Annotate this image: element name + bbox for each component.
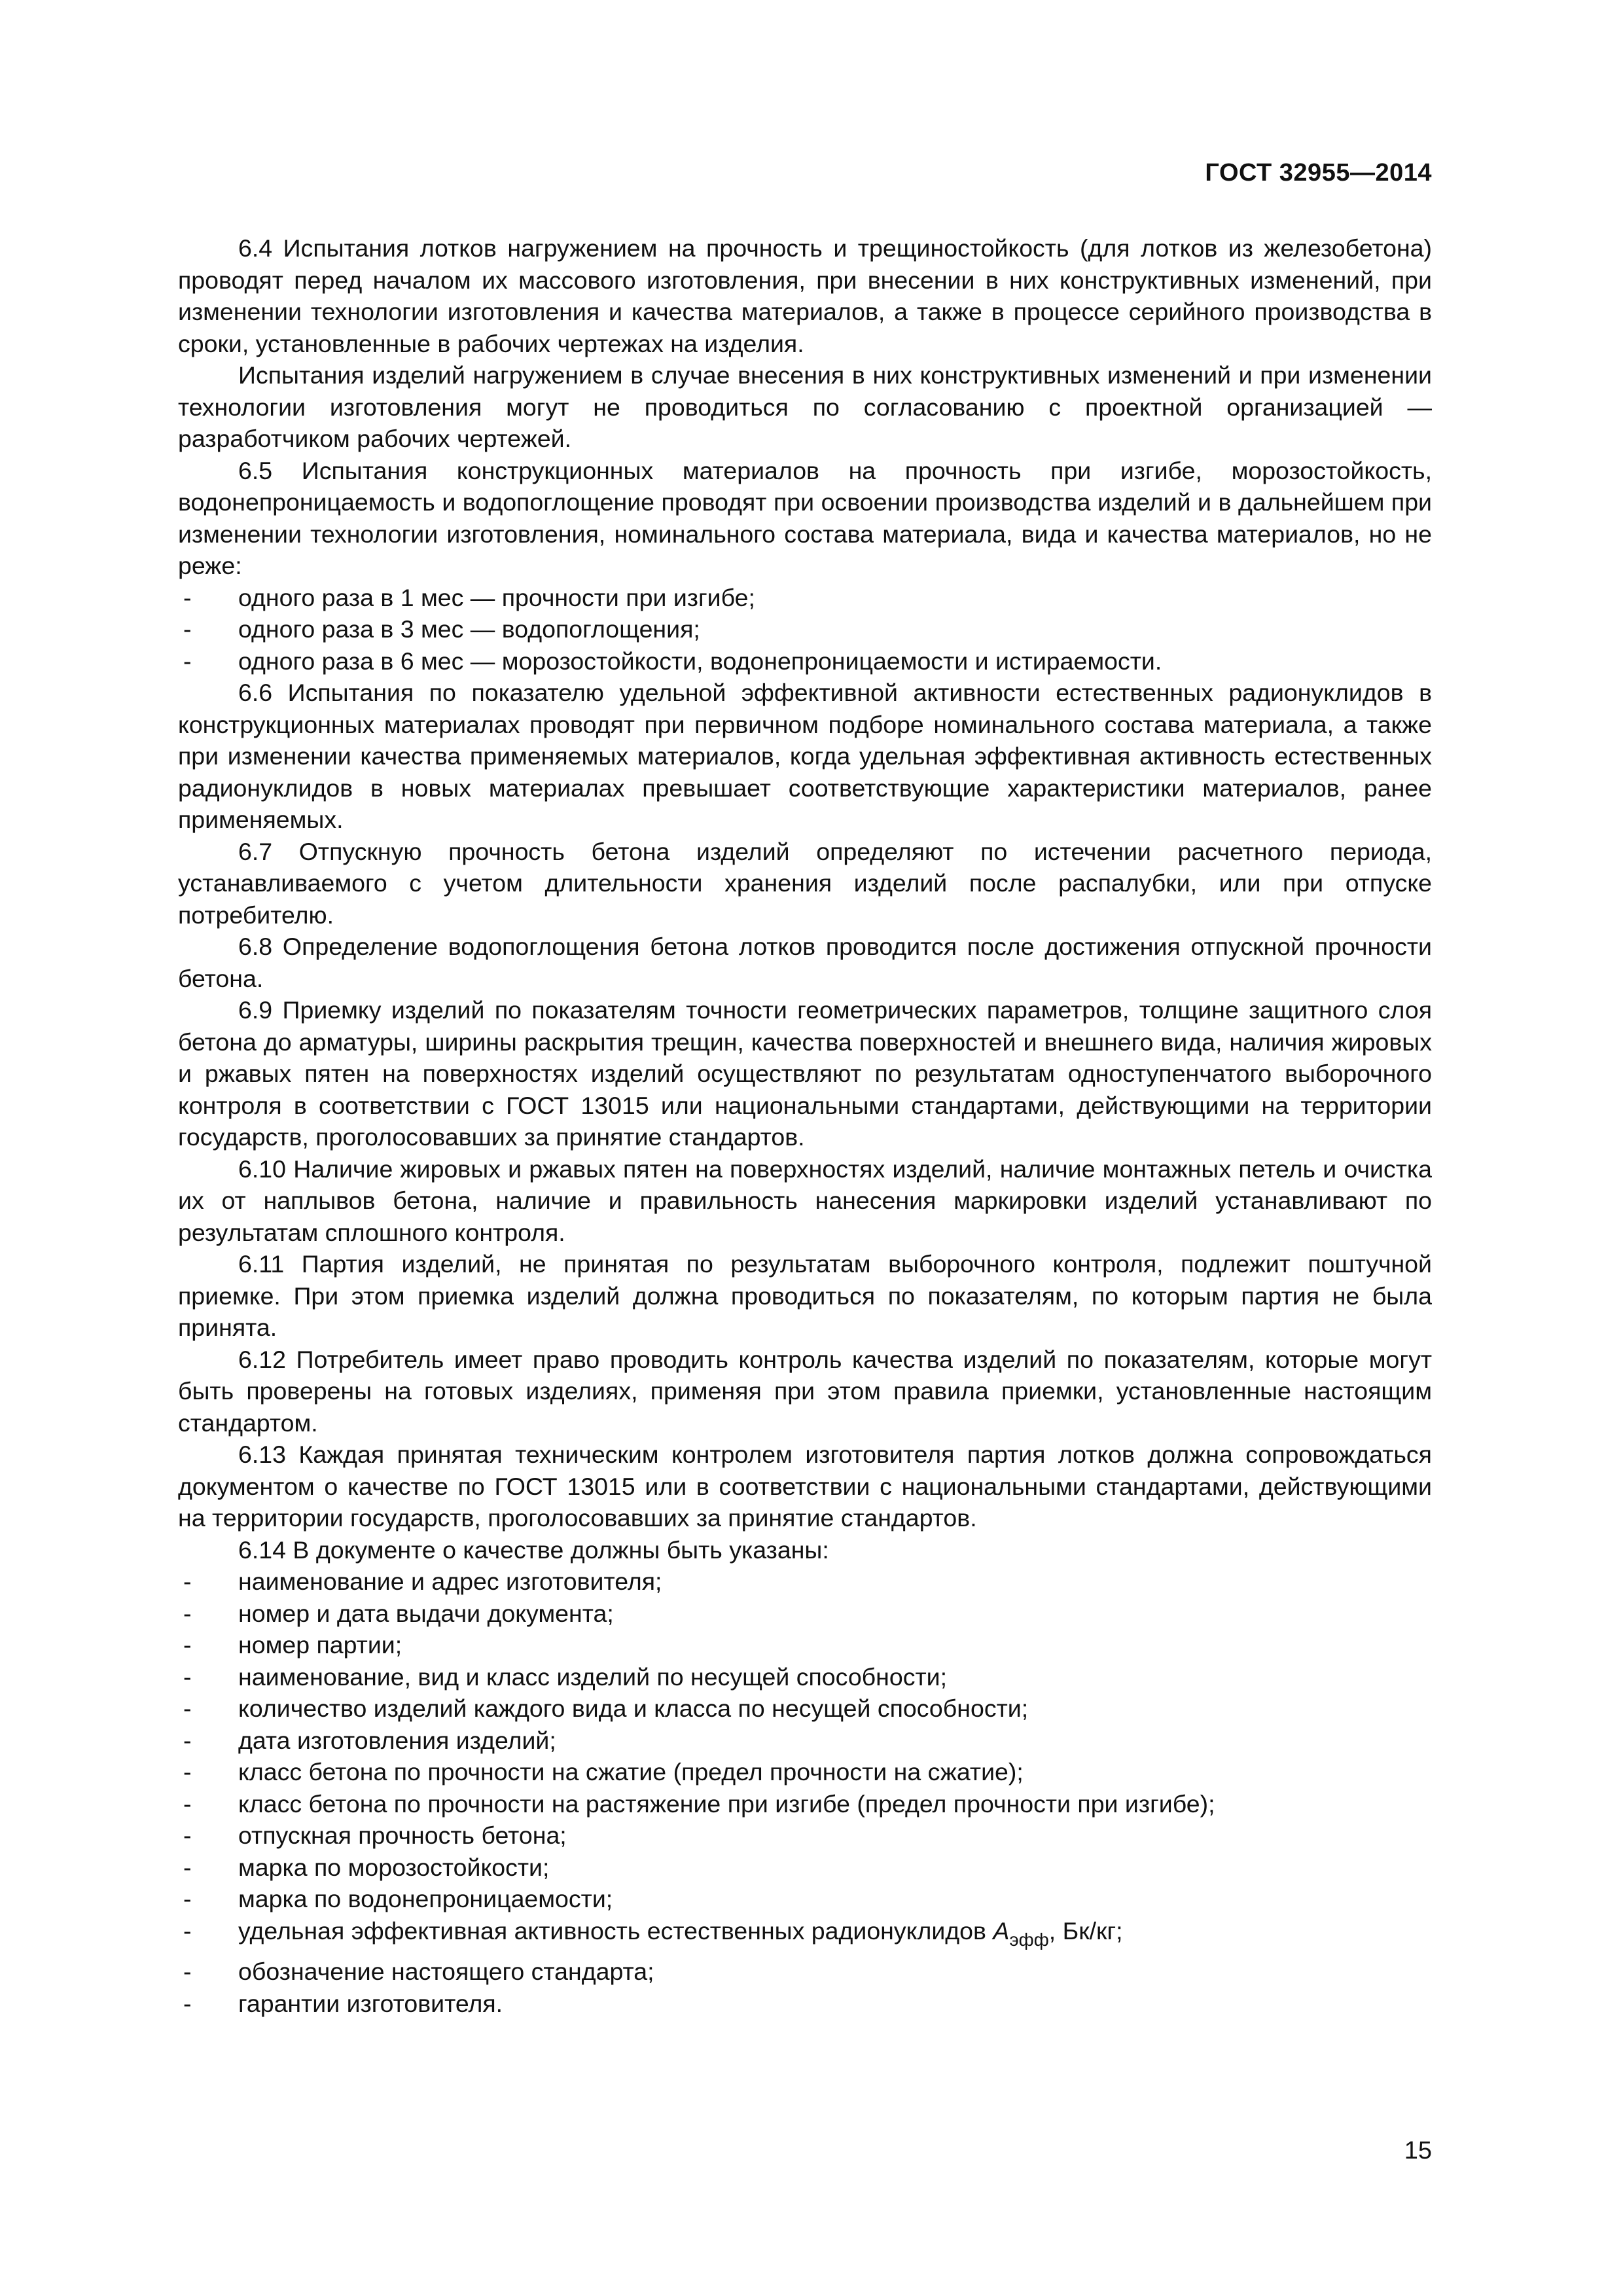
list-dash: - [183, 647, 192, 675]
list-dash: - [183, 1958, 192, 1985]
list-dash: - [183, 1662, 192, 1691]
list-item [178, 1820, 1432, 1852]
list-item-text: гарантии изготовителя. [238, 1989, 503, 2017]
document-header-id: ГОСТ 32955—2014 [1205, 159, 1432, 187]
activity-text: удельная эффективная активность естественных радионуклидов [238, 1916, 993, 1945]
paragraph-6-5: 6.5 Испытания конструкционных материалов на прочность при изгибе, морозостойкость, водонепроницаемость и водопоглощение проводят при освоении производства изделий и в дальнейшем при изменении технологии изготовления, номинального состава материала, вида и качества материалов, но не реже: [178, 456, 1432, 579]
list-item [178, 1629, 1432, 1661]
list-dash: - [183, 1789, 192, 1818]
paragraph-6-6: 6.6 Испытания по показателю удельной эффективной активности естественных радионуклидов в конструкционных материалах проводят при первичном подборе номинального состава материала, а также при изменении качества применяемых материалов, когда удельная эффективная активность естественных радионуклидов в новых материалах превышает соответствующие характеристики материалов, ранее применяемых. [178, 679, 1432, 833]
paragraph-6-4-continued: Испытания изделий нагружением в случае внесения в них конструктивных изменений и при изменении технологии изготовления могут не проводиться по согласованию с проектной организацией — разработчиком рабочих чертежей. [178, 361, 1432, 452]
list-6-5 [178, 582, 1432, 677]
list-item-text: класс бетона по прочности на сжатие (предел прочности на сжатие); [238, 1758, 1024, 1785]
list-dash: - [183, 1853, 192, 1881]
list-dash: - [183, 1758, 192, 1785]
list-dash: - [183, 1568, 192, 1595]
list-item [178, 1852, 1432, 1884]
paragraph-6-7: 6.7 Отпускную прочность бетона изделий определяют по истечении расчетного периода, устанавливаемого с учетом длительности хранения изделий после распалубки, или при отпуске потребителю. [178, 837, 1432, 929]
list-6-14 [178, 1566, 1432, 2019]
list-item [178, 1693, 1432, 1725]
paragraph-6-14: 6.14 В документе о качестве должны быть указаны: [238, 1535, 829, 1564]
list-item-text: номер и дата выдачи документа; [238, 1599, 614, 1627]
activity-subscript: эфф [1009, 1929, 1049, 1950]
paragraph-6-9: 6.9 Приемку изделий по показателям точности геометрических параметров, толщине защитного слоя бетона до арматуры, ширины раскрытия трещин, качества поверхностей и внешнего вида, наличия жировых и ржавых пятен на поверхностях изделий осуществляют по результатам одноступенчатого выборочного контроля в соответствии с ГОСТ 13015 или национальными стандартами, действующими на территории государств, проголосовавших за принятие стандартов. [178, 996, 1432, 1151]
activity-symbol: А [993, 1916, 1010, 1945]
list-item [178, 1756, 1432, 1788]
list-item [178, 613, 1432, 645]
list-item [178, 1661, 1432, 1693]
list-item-text: одного раза в 6 мес — морозостойкости, водонепроницаемости и истираемости. [238, 647, 1162, 675]
list-item [178, 1883, 1432, 1915]
list-dash: - [183, 1599, 192, 1627]
list-dash: - [183, 1631, 192, 1659]
list-dash: - [183, 1885, 192, 1912]
list-item-text: количество изделий каждого вида и класса по несущей способности; [238, 1695, 1029, 1722]
list-item-text: марка по водонепроницаемости; [238, 1885, 613, 1912]
list-item-activity [178, 1915, 1432, 1956]
list-item-text: дата изготовления изделий; [238, 1726, 556, 1754]
list-item-text: наименование и адрес изготовителя; [238, 1568, 662, 1595]
list-dash: - [183, 615, 192, 643]
paragraph-6-4: 6.4 Испытания лотков нагружением на прочность и трещиностойкость (для лотков из железобетона) проводят перед началом их массового изготовления, при внесении в них конструктивных изменений, при изменении технологии изготовления и качества материалов, а также в процессе серийного производства в сроки, установленные в рабочих чертежах на изделия. [178, 234, 1432, 357]
list-dash: - [183, 1695, 192, 1722]
paragraph-6-13: 6.13 Каждая принятая техническим контролем изготовителя партия лотков должна сопровождаться документом о качестве по ГОСТ 13015 или в соответствии с национальными стандартами, действующими на территории государств, проголосовавших за принятие стандартов. [178, 1441, 1432, 1532]
paragraph-6-11: 6.11 Партия изделий, не принятая по результатам выборочного контроля, подлежит поштучной приемке. При этом приемка изделий должна проводиться по показателям, по которым партия не была принята. [178, 1250, 1432, 1341]
list-item [178, 1788, 1432, 1820]
list-dash: - [183, 1726, 192, 1754]
paragraph-6-8: 6.8 Определение водопоглощения бетона лотков проводится после достижения отпускной прочности бетона. [178, 933, 1432, 992]
list-item-text: номер партии; [238, 1631, 402, 1659]
list-item-text: одного раза в 3 мес — водопоглощения; [238, 615, 700, 643]
list-dash: - [183, 1989, 192, 2017]
list-item-text: обозначение настоящего стандарта; [238, 1958, 654, 1985]
list-item [178, 1566, 1432, 1598]
paragraph-6-12: 6.12 Потребитель имеет право проводить контроль качества изделий по показателям, которые могут быть проверены на готовых изделиях, применяя при этом правила приемки, установленные настоящим стандартом. [178, 1345, 1432, 1437]
list-item [178, 645, 1432, 677]
list-item [178, 1598, 1432, 1630]
list-dash: - [183, 1821, 192, 1849]
document-body [178, 232, 1432, 2019]
list-item [178, 1956, 1432, 1988]
list-item [178, 1725, 1432, 1757]
page-number: 15 [1404, 2137, 1432, 2164]
list-item [178, 1988, 1432, 2020]
list-item [178, 582, 1432, 614]
list-dash: - [183, 1916, 192, 1945]
list-item-text: отпускная прочность бетона; [238, 1821, 567, 1849]
list-item-text: марка по морозостойкости; [238, 1853, 550, 1881]
paragraph-6-10: 6.10 Наличие жировых и ржавых пятен на поверхностях изделий, наличие монтажных петель и очистка их от наплывов бетона, наличие и правильность нанесения маркировки изделий устанавливают по результатам сплошного контроля. [178, 1155, 1432, 1246]
list-item-text: одного раза в 1 мес — прочности при изгибе; [238, 583, 755, 611]
activity-unit: , Бк/кг; [1048, 1916, 1123, 1945]
list-dash: - [183, 583, 192, 611]
list-item-text: класс бетона по прочности на растяжение при изгибе (предел прочности при изгибе); [238, 1789, 1215, 1818]
list-item-text: наименование, вид и класс изделий по несущей способности; [238, 1662, 948, 1691]
